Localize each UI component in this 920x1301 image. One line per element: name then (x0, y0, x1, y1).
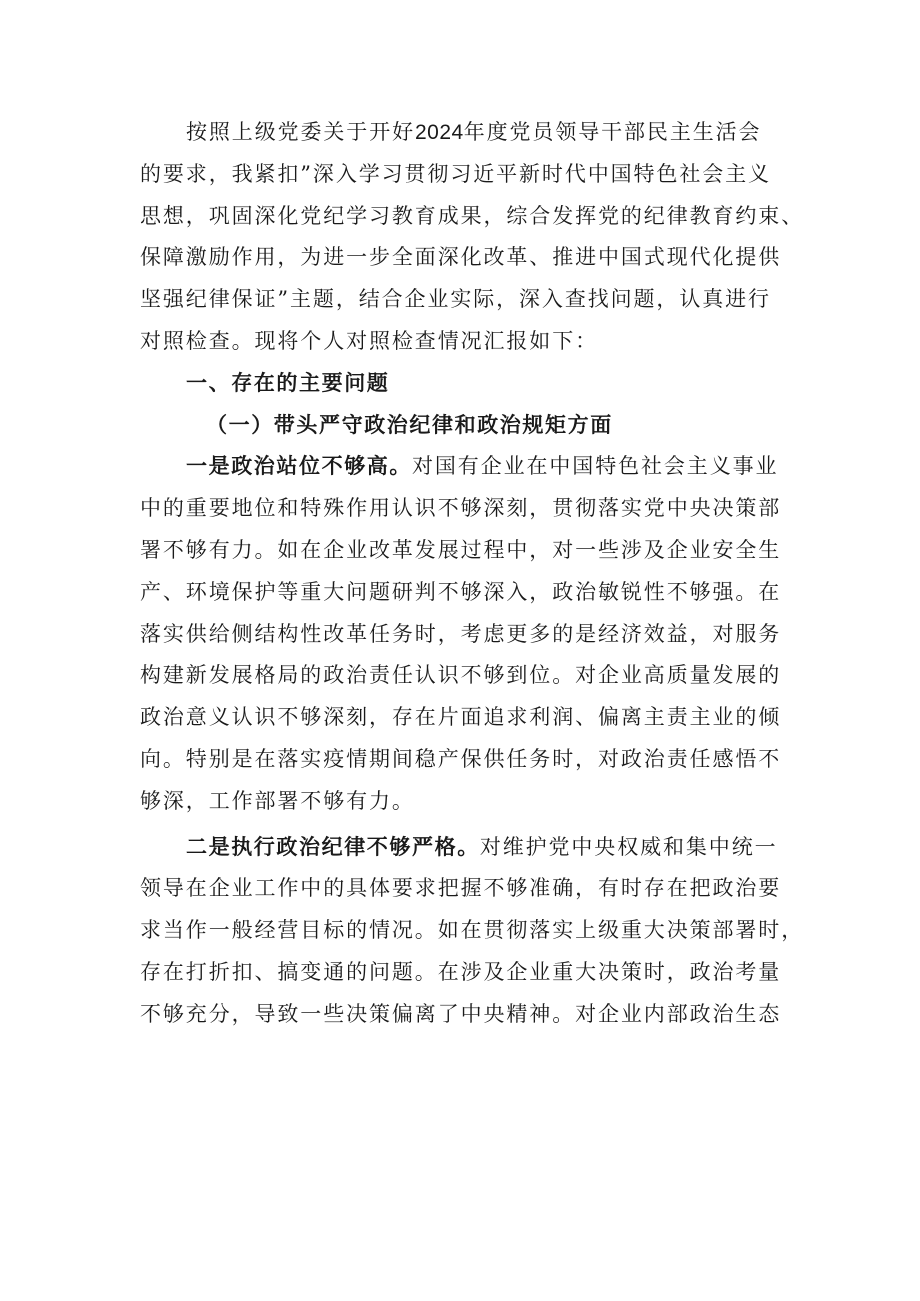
point2-first-line (140, 827, 785, 869)
intro-line: 的要求，我紧扣”深入学习贯彻习近平新时代中国特色社会主义 (140, 161, 771, 186)
intro-line: 坚强纪律保证”主题，结合企业实际，深入查找问题，认真进行 (140, 287, 771, 312)
intro-text: 年度党员领导干部民主生活会 (463, 120, 762, 144)
intro-line (140, 112, 785, 154)
point1-text: 对国有企业在中国特色社会主义事业 (412, 454, 779, 479)
intro-year: 2024 (415, 121, 464, 144)
point1-line: 够深，工作部署不够有力。 (140, 788, 415, 813)
section-heading: 一、存在的主要问题 (186, 370, 390, 395)
point1-line: 构建新发展格局的政治责任认识不够到位。对企业高质量发展的 (140, 663, 782, 688)
intro-text: 按照上级党委关于开好 (186, 120, 415, 144)
point1-lead: 一是政治站位不够高。 (186, 454, 412, 479)
intro-line: 思想，巩固深化党纪学习教育成果，综合发挥党的纪律教育约束、 (140, 203, 805, 228)
point2-line: 不够充分，导致一些决策偏离了中央精神。对企业内部政治生态 (140, 1001, 782, 1026)
point2-text: 对维护党中央权威和集中统一 (479, 834, 778, 859)
subsection-heading: （一）带头严守政治纪律和政治规矩方面 (206, 412, 613, 437)
point1-line: 向。特别是在落实疫情期间稳产保供任务时，对政治责任感悟不 (140, 746, 782, 771)
document-body (140, 112, 805, 1036)
point1-line: 中的重要地位和特殊作用认识不够深刻，贯彻落实党中央决策部 (140, 496, 782, 521)
point1-first-line (140, 446, 785, 488)
point1-line: 落实供给侧结构性改革任务时，考虑更多的是经济效益，对服务 (140, 621, 782, 646)
intro-line: 保障激励作用，为进一步全面深化改革、推进中国式现代化提供 (140, 245, 782, 270)
point1-line: 政治意义认识不够深刻，存在片面追求利润、偏离主责主业的倾 (140, 705, 782, 730)
intro-line: 对照检查。现将个人对照检查情况汇报如下： (140, 328, 598, 353)
point2-line: 存在打折扣、搞变通的问题。在涉及企业重大决策时，政治考量 (140, 959, 782, 984)
point2-lead: 二是执行政治纪律不够严格。 (186, 834, 480, 859)
point2-line: 求当作一般经营目标的情况。如在贯彻落实上级重大决策部署时， (140, 918, 805, 943)
point1-line: 产、环境保护等重大问题研判不够深入，政治敏锐性不够强。在 (140, 579, 782, 604)
point2-line: 领导在企业工作中的具体要求把握不够准确，有时存在把政治要 (140, 876, 782, 901)
point1-line: 署不够有力。如在企业改革发展过程中，对一些涉及企业安全生 (140, 537, 782, 562)
